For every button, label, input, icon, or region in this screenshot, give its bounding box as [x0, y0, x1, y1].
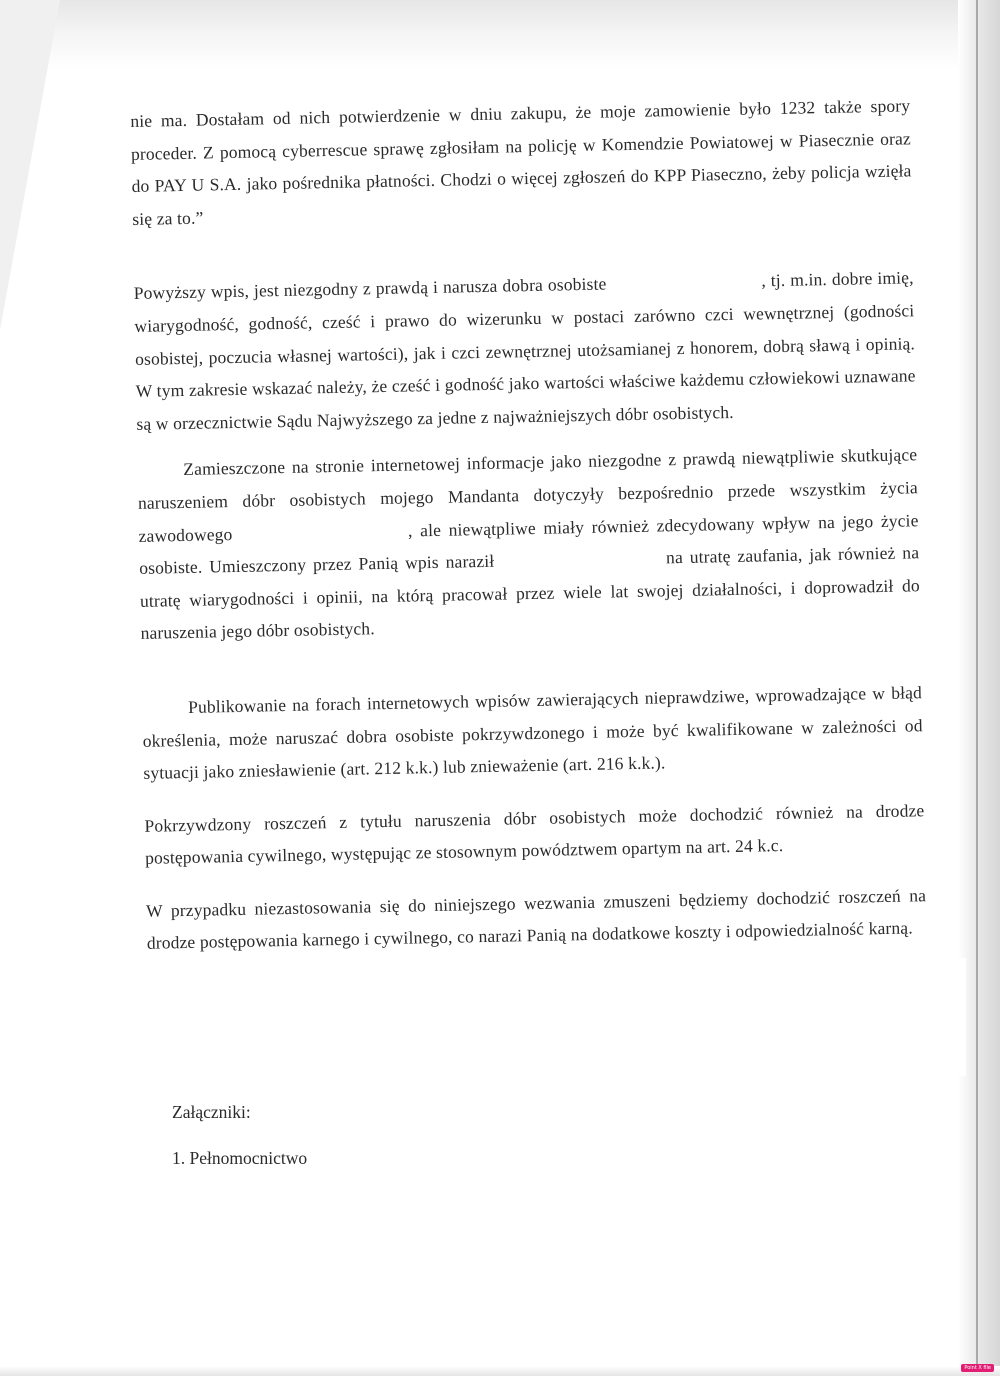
paragraph-civil-claim: Pokrzywdzony roszczeń z tytułu naruszenia dóbr osobistych może dochodzić również na drodze postępowania cywilnego, występując ze stosownym powództwem opartym na art. 24 k.c. [144, 799, 925, 869]
paragraph-final-warning: W przypadku niezastosowania się do niniejszego wezwania zmuszeni będziemy dochodzić roszczeń na drodze postępowania karnego i cywilnego, co narazi Panią na dodatkowe koszty i odpowiedzialność karną. [145, 885, 927, 954]
paragraph-quote-end: nie ma. Dostałam od nich potwierdzenie w dniu zakupu, że moje zamowienie było 1232 także spory proceder. Z pomocą cyberrescue sprawę zgłosiłam na policję w Komendzie Powiatowej w Piasecznie oraz do PAY U S.A. jako pośrednika płatności. Chodzi o więcej zgłoszeń do KPP Piaseczno, żeby policja wzięła się za to.” [130, 95, 912, 229]
paragraph-text-part: Zamieszczone na stronie internetowej informacje jako niezgodne z prawdą niewątpliwie skutkujące naruszeniem dóbr osobistych mojego Mandanta dotyczyły bezpośrednio przede wszystkim życia zawodowego [137, 444, 919, 546]
redacted-name [611, 272, 761, 297]
attachments-section [172, 1100, 572, 1170]
paragraph-defamation: Publikowanie na forach internetowych wpisów zawierających nieprawdziwe, wprowadzające w błąd określenia, może naruszać dobra osobiste pokrzywdzonego i może być kwalifikowane w zależności od sytuacji jako zniesławienie (art. 212 k.k.) lub znieważenie (art. 216 k.k.). [142, 682, 923, 783]
scan-left-fold-shadow [0, 0, 60, 330]
paragraph-text-part: Powyższy wpis, jest niezgodny z prawdą i narusza dobra osobiste [133, 273, 607, 304]
redacted-name [501, 549, 659, 574]
paragraph-text-part: , ale niewątpliwe miały również zdecydowany wpływ na jego życie osobiste. Umieszczony przez Panią wpis naraził [139, 509, 919, 579]
redacted-name [240, 521, 408, 546]
redacted-signature [648, 958, 966, 1076]
paragraph-professional-impact [137, 439, 921, 650]
scan-top-shadow [0, 0, 1000, 70]
scan-right-edge-line [976, 0, 978, 1376]
scan-bottom-shadow [0, 1366, 1000, 1376]
watermark-badge: Point X file [961, 1364, 994, 1372]
scan-right-edge-shadow [958, 0, 1000, 1376]
paragraph-text-part: na utratę zaufania, jak również na utratę wiarygodności i opinii, na którą pracował przez wiele lat swojej działalności, i doprowadził do naruszenia jego dóbr osobistych. [139, 542, 920, 644]
letter-body [130, 89, 927, 960]
attachments-heading: Załączniki: [172, 1102, 251, 1122]
paragraph-violation-statement [133, 262, 916, 441]
paragraph-text-part: , tj. m.in. dobre imię, wiarygodność, godność, cześć i prawo do wizerunku w postaci zarówno czci wewnętrznej (godności osobistej, poczucia własnej wartości), jak i czci zewnętrznej utożsamianej z honorem, dobrą sławą i opinią. W tym zakresie wskazać należy, że cześć i godność jako wartości właściwe każdemu człowiekowi uznawane są w orzecznictwie Sądu Najwyższego za jedne z najważniejszych dóbr osobistych. [134, 267, 916, 434]
attachment-item: 1. Pełnomocnictwo [172, 1148, 308, 1168]
